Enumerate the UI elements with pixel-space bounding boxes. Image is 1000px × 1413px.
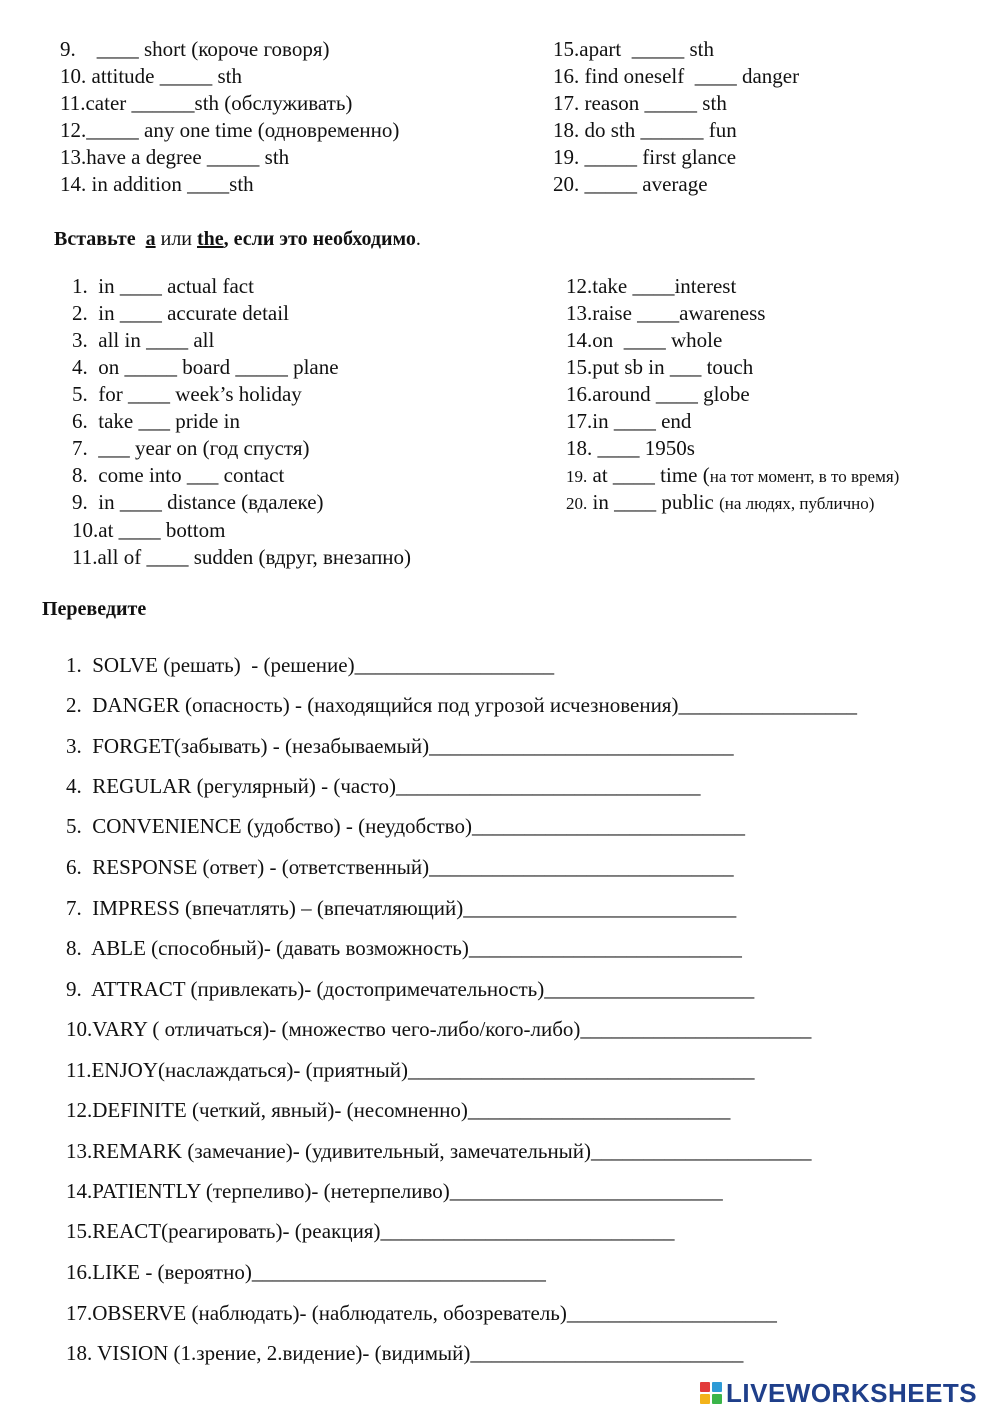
ex1-item-19[interactable]: 19. _____ first glance	[553, 145, 737, 169]
ex1-item-17[interactable]: 17. reason _____ sth	[553, 91, 727, 115]
ex3-item-3[interactable]: 3. FORGET(забывать) - (незабываемый)_____________________________	[66, 734, 734, 758]
logo-text: LIVEWORKSHEETS	[726, 1377, 978, 1408]
ex2-item-11[interactable]: 11.all of ____ sudden (вдруг, внезапно)	[72, 545, 412, 569]
ex3-item-6[interactable]: 6. RESPONSE (ответ) - (ответственный)_____________________________	[66, 855, 734, 879]
ex2-item-4[interactable]: 4. on _____ board _____ plane	[72, 355, 339, 379]
ex2-item-6[interactable]: 6. take ___ pride in	[72, 409, 240, 433]
ex3-item-1[interactable]: 1. SOLVE (решать) - (решение)___________________	[66, 653, 555, 677]
ex2-item-8[interactable]: 8. come into ___ contact	[72, 463, 285, 487]
ex2-item-18[interactable]: 18. ____ 1950s	[566, 436, 695, 460]
ex2-item-16[interactable]: 16.around ____ globe	[566, 382, 750, 406]
ex3-item-10[interactable]: 10.VARY ( отличаться)- (множество чего-либо/кого-либо)______________________	[66, 1017, 812, 1041]
ex3-item-7[interactable]: 7. IMPRESS (впечатлять) – (впечатляющий)__________________________	[66, 896, 737, 920]
exercise3-heading: Переведите	[42, 598, 147, 620]
ex3-item-11[interactable]: 11.ENJOY(наслаждаться)- (приятный)_________________________________	[66, 1058, 755, 1082]
ex1-item-18[interactable]: 18. do sth ______ fun	[553, 118, 737, 142]
ex2-item-2[interactable]: 2. in ____ accurate detail	[72, 301, 289, 325]
ex1-item-9[interactable]: 9. ____ short (короче говоря)	[60, 37, 330, 61]
ex3-item-17[interactable]: 17.OBSERVE (наблюдать)- (наблюдатель, обозреватель)____________________	[66, 1301, 777, 1325]
ex3-item-15[interactable]: 15.REACT(реагировать)- (реакция)____________________________	[66, 1219, 675, 1243]
ex2-item-9[interactable]: 9. in ____ distance (вдалеке)	[72, 490, 324, 514]
ex3-item-4[interactable]: 4. REGULAR (регулярный) - (часто)_____________________________	[66, 774, 701, 798]
ex1-item-13[interactable]: 13.have a degree _____ sth	[60, 145, 290, 169]
liveworksheets-logo[interactable]	[700, 1378, 977, 1408]
ex1-item-11[interactable]: 11.cater ______sth (обслуживать)	[60, 91, 353, 115]
ex3-item-8[interactable]: 8. ABLE (способный)- (давать возможность)__________________________	[66, 936, 742, 960]
ex1-item-10[interactable]: 10. attitude _____ sth	[60, 64, 242, 88]
ex1-item-15[interactable]: 15.apart _____ sth	[553, 37, 714, 61]
ex3-item-14[interactable]: 14.PATIENTLY (терпеливо)- (нетерпеливо)__________________________	[66, 1179, 723, 1203]
ex1-item-12[interactable]: 12._____ any one time (одновременно)	[60, 118, 400, 142]
ex2-item-7[interactable]: 7. ___ year on (год спустя)	[72, 436, 310, 460]
ex3-item-16[interactable]: 16.LIKE - (вероятно)____________________________	[66, 1260, 546, 1284]
ex1-item-20[interactable]: 20. _____ average	[553, 172, 708, 196]
ex2-item-14[interactable]: 14.on ____ whole	[566, 328, 723, 352]
ex2-item-13[interactable]: 13.raise ____awareness	[566, 301, 766, 325]
ex2-item-3[interactable]: 3. all in ____ all	[72, 328, 215, 352]
ex3-item-5[interactable]: 5. CONVENIENCE (удобство) - (неудобство)__________________________	[66, 814, 745, 838]
ex1-item-16[interactable]: 16. find oneself ____ danger	[553, 64, 800, 88]
exercise2-instruction: Вставьте a или the, если это необходимо.	[54, 228, 421, 250]
ex1-item-14[interactable]: 14. in addition ____sth	[60, 172, 254, 196]
ex3-item-18[interactable]: 18. VISION (1.зрение, 2.видение)- (видимый)__________________________	[66, 1341, 744, 1365]
ex2-item-19[interactable]: 19. at ____ time (на тот момент, в то время)	[566, 463, 900, 487]
ex3-item-9[interactable]: 9. ATTRACT (привлекать)- (достопримечательность)____________________	[66, 977, 755, 1001]
ex2-item-17[interactable]: 17.in ____ end	[566, 409, 692, 433]
ex2-item-10[interactable]: 10.at ____ bottom	[72, 518, 226, 542]
ex2-item-1[interactable]: 1. in ____ actual fact	[72, 274, 254, 298]
ex3-item-12[interactable]: 12.DEFINITE (четкий, явный)- (несомненно)_________________________	[66, 1098, 731, 1122]
ex2-item-15[interactable]: 15.put sb in ___ touch	[566, 355, 754, 379]
ex3-item-13[interactable]: 13.REMARK (замечание)- (удивительный, замечательный)_____________________	[66, 1139, 812, 1163]
ex2-item-20[interactable]: 20. in ____ public (на людях, публично)	[566, 490, 875, 514]
ex2-item-5[interactable]: 5. for ____ week’s holiday	[72, 382, 302, 406]
ex3-item-2[interactable]: 2. DANGER (опасность) - (находящийся под угрозой исчезновения)_________________	[66, 693, 857, 717]
ex2-item-12[interactable]: 12.take ____interest	[566, 274, 737, 298]
liveworksheets-logo-icon	[700, 1382, 722, 1404]
